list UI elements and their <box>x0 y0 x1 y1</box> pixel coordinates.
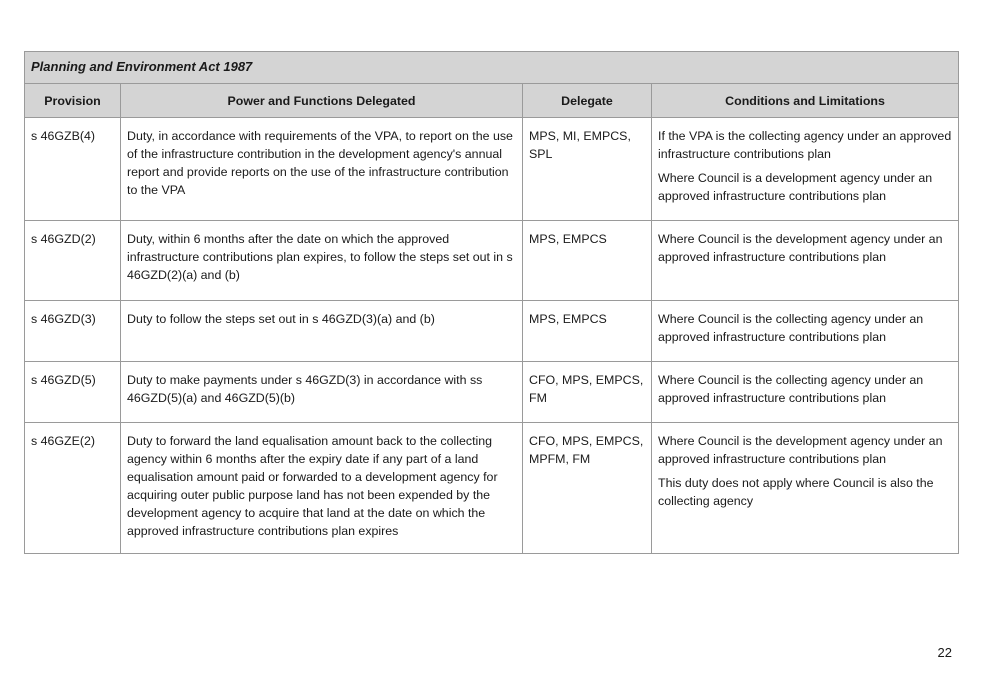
provision-cell: s 46GZE(2) <box>25 423 121 554</box>
delegate-cell: MPS, EMPCS <box>523 301 652 362</box>
provision-cell: s 46GZD(2) <box>25 221 121 301</box>
act-title: Planning and Environment Act 1987 <box>25 52 959 84</box>
table-row <box>25 301 959 362</box>
condition-text: Where Council is a development agency under an approved infrastructure contributions plan <box>658 171 933 203</box>
condition-text: Where Council is the collecting agency under an approved infrastructure contributions plan <box>658 373 924 405</box>
delegate-cell: CFO, MPS, EMPCS, FM <box>523 362 652 423</box>
power-cell: Duty to make payments under s 46GZD(3) in accordance with ss 46GZD(5)(a) and 46GZD(5)(b) <box>121 362 523 423</box>
table-row <box>25 118 959 221</box>
condition-text: Where Council is the development agency under an approved infrastructure contributions plan <box>658 434 943 466</box>
act-title-row <box>25 52 959 84</box>
power-cell: Duty to forward the land equalisation amount back to the collecting agency within 6 months after the expiry date if any part of a land equalisation amount paid or forwarded to a development agency for acquiring outer public purpose land has not been expended by the development agency to acquire that land at the date on which the approved infrastructure contributions plan expires <box>121 423 523 554</box>
conditions-cell <box>652 423 959 554</box>
condition-text: This duty does not apply where Council is also the collecting agency <box>658 476 934 508</box>
condition-text: If the VPA is the collecting agency under an approved infrastructure contributions plan <box>658 129 952 161</box>
header-row <box>25 84 959 118</box>
power-cell: Duty, in accordance with requirements of the VPA, to report on the use of the infrastructure contribution in the development agency's annual report and provide reports on the use of the infrastructure contribution to the VPA <box>121 118 523 221</box>
conditions-cell <box>652 118 959 221</box>
table-row <box>25 362 959 423</box>
page-number: 22 <box>937 645 952 660</box>
power-cell: Duty to follow the steps set out in s 46GZD(3)(a) and (b) <box>121 301 523 362</box>
conditions-cell <box>652 301 959 362</box>
condition-text: Where Council is the development agency under an approved infrastructure contributions plan <box>658 232 943 264</box>
header-conditions: Conditions and Limitations <box>652 84 959 118</box>
provision-cell: s 46GZD(3) <box>25 301 121 362</box>
header-provision: Provision <box>25 84 121 118</box>
provision-cell: s 46GZD(5) <box>25 362 121 423</box>
condition-text: Where Council is the collecting agency under an approved infrastructure contributions plan <box>658 312 924 344</box>
conditions-cell <box>652 221 959 301</box>
delegate-cell: MPS, MI, EMPCS, SPL <box>523 118 652 221</box>
delegate-cell: MPS, EMPCS <box>523 221 652 301</box>
conditions-cell <box>652 362 959 423</box>
delegate-cell: CFO, MPS, EMPCS, MPFM, FM <box>523 423 652 554</box>
header-delegate: Delegate <box>523 84 652 118</box>
power-cell: Duty, within 6 months after the date on which the approved infrastructure contributions plan expires, to follow the steps set out in s 46GZD(2)(a) and (b) <box>121 221 523 301</box>
table-row <box>25 221 959 301</box>
table-row <box>25 423 959 554</box>
provision-cell: s 46GZB(4) <box>25 118 121 221</box>
header-power: Power and Functions Delegated <box>121 84 523 118</box>
delegation-table <box>24 51 959 554</box>
